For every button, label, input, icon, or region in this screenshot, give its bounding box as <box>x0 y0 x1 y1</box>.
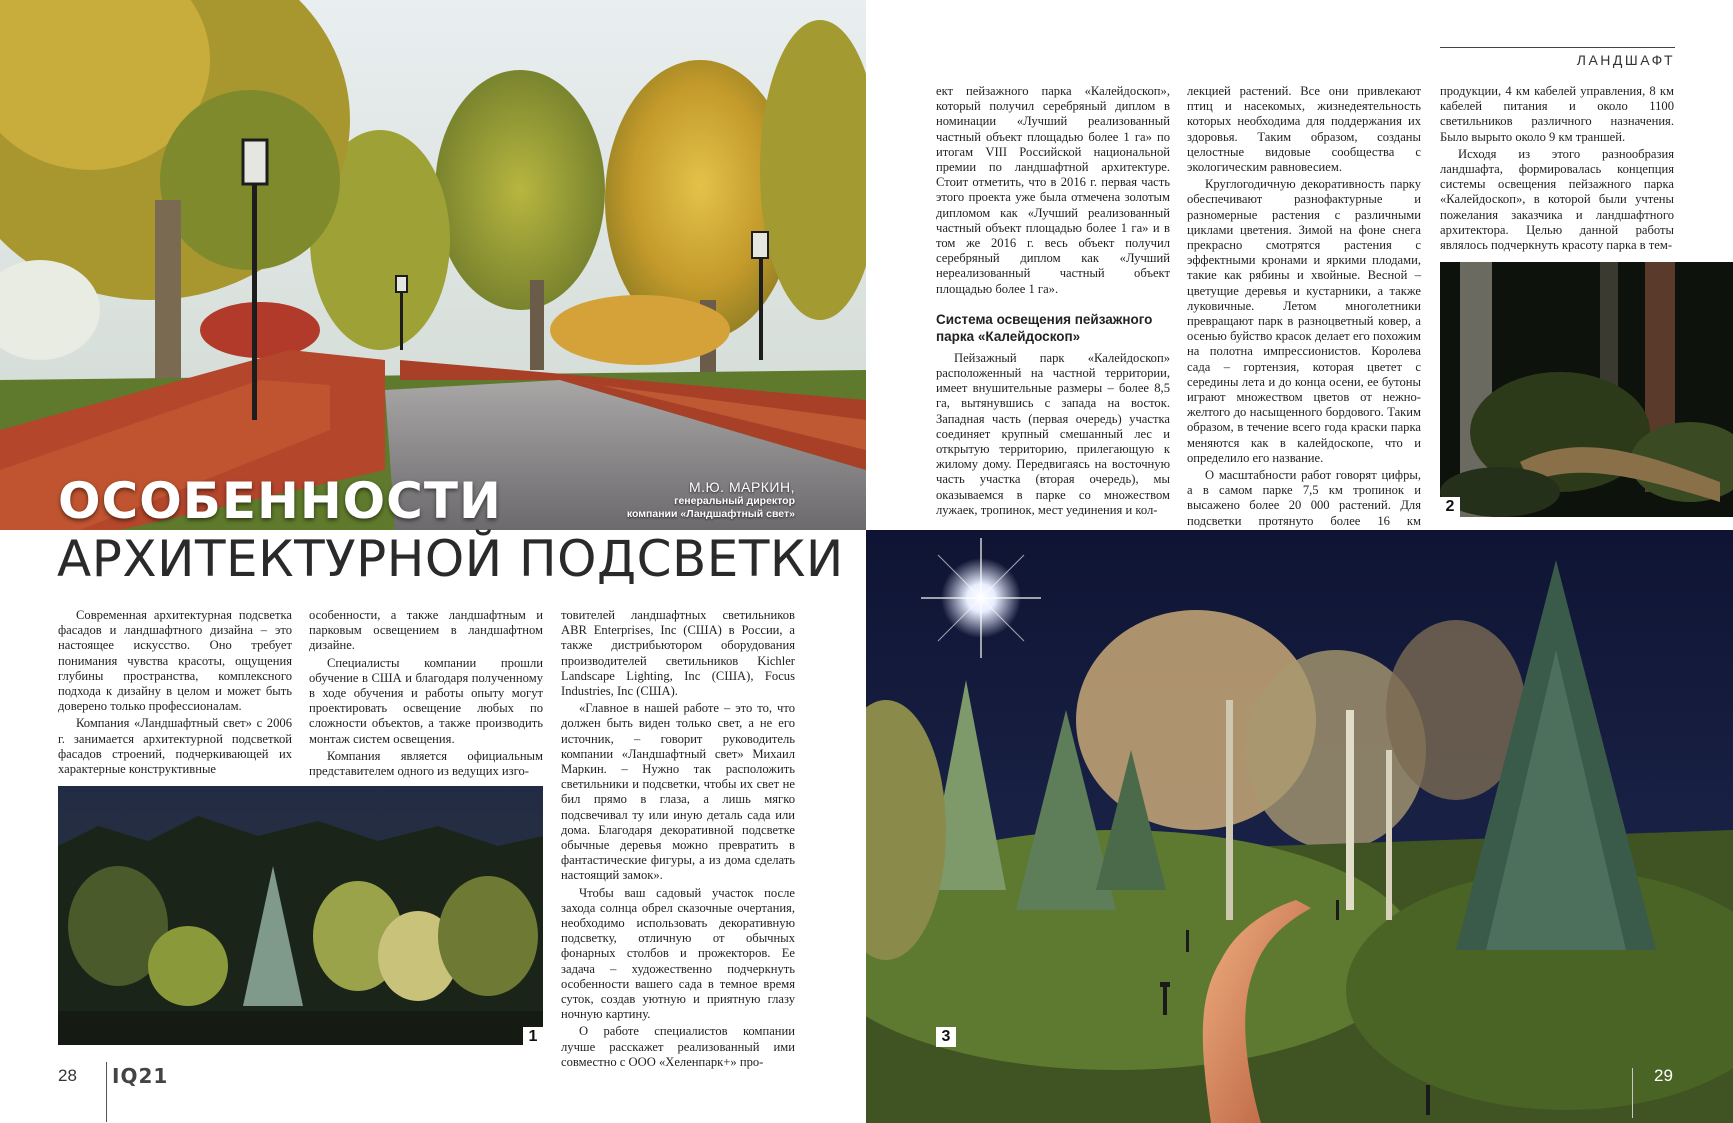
author-role-2: компании «Ландшафтный свет» <box>626 508 795 520</box>
paragraph: товителей ландшафтных светильников ABR Enterprises, Inc (США) в России, а также дистрибьютором оборудования производителей светильников Kichler Landscape Lighting, Inc (США), Focus Industries, Inc (США). <box>561 608 795 699</box>
paragraph: «Главное в нашей работе – это то, что должен быть виден только свет, а не его источник, – говорит руководитель компании «Ландшафтный свет» Михаил Маркин. – Нужно так расположить светильники и подсветки, чтобы их свет не бил прямо в глаза, а лишь мягко подсвечивал ту или иную деталь сада или дома. Благодаря декоративной подсветке обычные деревья можно превратить в фантастические фигуры, а из дома сделать настоящий замок». <box>561 701 795 883</box>
rubric-rule <box>1440 47 1675 48</box>
paragraph: Современная архитектурная подсветка фасадов и ландшафтного дизайна – это настоящее искусство. Оно требует понимания чувства красоты, ощущения глубины пространства, комплексного подхода к дизайну в целом и может быть доверено только профессионалам. <box>58 608 292 714</box>
left-text-column-2 <box>309 608 543 779</box>
hero-autumn-park-photo <box>0 0 866 530</box>
title-line1: ОСОБЕННОСТИ <box>58 472 502 530</box>
figure-number-2: 2 <box>1440 497 1460 517</box>
paragraph: Круглогодичную декоративность парку обеспечивают разнофактурные и разномерные растения с различными циклами цветения. Зимой на фоне снега прекрасно смотрятся растения с эффектными кронами и яркими плодами, такие как рябины и хвойные. Весной – цветущие деревья и кустарники, а также луковичные. Летом многолетники превращают парк в разноцветный ковер, а осенью буйство красок делает его похожим на полотна импрессионистов. Королева сада – гортензия, которая цветет с середины лета и до конца осени, ее бутоны играют множеством цветов от нежно-желтого до насыщенного бордового. Таким образом, в течение всего года краски парка меняются как в калейдоскопе, что и определило его название. <box>1187 177 1421 465</box>
right-text-column-3 <box>1440 84 1674 253</box>
author-role-1: генеральный директор <box>674 495 795 507</box>
right-text-column-1 <box>936 84 1170 518</box>
paragraph: Пейзажный парк «Калейдоскоп» расположенный на частной территории, имеет внушительные размеры – более 8,5 га, вытянувшись с запада на восток. Западная часть (первая очередь) участка соединяет крупный смешанный лес и открытую территорию, прилегающую к жилому дому. Передвигаясь на восточную часть участка (вторая очередь), мы оказываемся в парке со множеством лужаек, тропинок, мест уединения и кол- <box>936 350 1170 517</box>
figure-number-3: 3 <box>936 1027 956 1047</box>
paragraph: ект пейзажного парка «Калейдоскоп», который получил серебряный диплом в номинации «Лучший реализованный частный объект площадью более 1 га» по итогам VIII Российской национальной премии по ландшафтной архитектуре. Стоит отметить, что в 2016 г. первая часть этого проекта уже была отмечена золотым дипломом как «Лучший реализованный частный объект площадью более 1 га» и в том же 2016 г. весь объект получил серебряный диплом как «Лучший нереализованный частный объект площадью более 1 га». <box>936 84 1170 296</box>
forest-path-photo-2 <box>1440 262 1733 517</box>
left-text-column-1 <box>58 608 292 777</box>
magazine-logo: IQ21 <box>112 1064 169 1088</box>
paragraph: Исходя из этого разнообразия ландшафта, формировалась концепция системы освещения пейзажного парка «Калейдоскоп», в которой были учтены пожелания заказчика и ландшафтного архитектора. Целью данной работы являлось подчеркнуть красоту парка в тем- <box>1440 146 1674 253</box>
paragraph: Специалисты компании прошли обучение в США и благодаря полученному в ходе обучения и работы опыту могут проектировать освещение любых по сложности объектов, а также производить монтаж систем освещения. <box>309 655 543 746</box>
page-corner-rule <box>1632 1068 1633 1118</box>
title-line2: АРХИТЕКТУРНОЙ ПОДСВЕТКИ <box>57 530 844 588</box>
right-text-column-2 <box>1187 84 1421 544</box>
night-garden-photo-1 <box>58 786 543 1045</box>
author-credit <box>535 479 795 521</box>
rubric-label: ЛАНДШАФТ <box>1576 52 1675 68</box>
page-number-left: 28 <box>58 1066 77 1085</box>
figure-number-1: 1 <box>523 1027 543 1047</box>
paragraph: особенности, а также ландшафтным и парковым освещением в ландшафтном дизайне. <box>309 608 543 653</box>
author-name: М.Ю. МАРКИН, <box>688 479 795 495</box>
paragraph: Компания является официальным представителем одного из ведущих изго- <box>309 748 543 779</box>
page-number-right: 29 <box>1654 1066 1673 1085</box>
night-park-photo-3 <box>866 530 1733 1123</box>
section-heading: Система освещения пейзажного парка «Калейдоскоп» <box>936 311 1153 344</box>
paragraph: лекцией растений. Все они привлекают птиц и насекомых, жизнедеятельность которых необходима для поддержания их здоровья. Таким образом, созданы целостные видовые сообщества с экологическим равновесием. <box>1187 84 1421 175</box>
footer-divider <box>106 1062 107 1122</box>
paragraph: О работе специалистов компании лучше расскажет реализованный ими совместно с ООО «Хеленпарк+» про- <box>561 1024 795 1069</box>
paragraph: Компания «Ландшафтный свет» с 2006 г. занимается архитектурной подсветкой фасадов строений, подчеркивающей их характерные конструктивные <box>58 716 292 777</box>
paragraph: Чтобы ваш садовый участок после захода солнца обрел сказочные очертания, необходимо использовать декоративную подсветку, отличную от обычных фонарных столбов и прожекторов. Ее задача – художественно подчеркнуть особенности вашего сада в темное время суток, создав уютную и приятную глазу ночную картину. <box>561 885 795 1022</box>
paragraph: продукции, 4 км кабелей управления, 8 км кабелей питания и около 1100 светильников различного назначения. Было вырыто около 9 км траншей. <box>1440 84 1674 144</box>
left-text-column-3 <box>561 608 795 1070</box>
paragraph: О масштабности работ говорят цифры, а в самом парке 7,5 км тропинок и высажено более 20 000 растений. Для подсветки протянуто более 16 км <box>1187 468 1421 528</box>
